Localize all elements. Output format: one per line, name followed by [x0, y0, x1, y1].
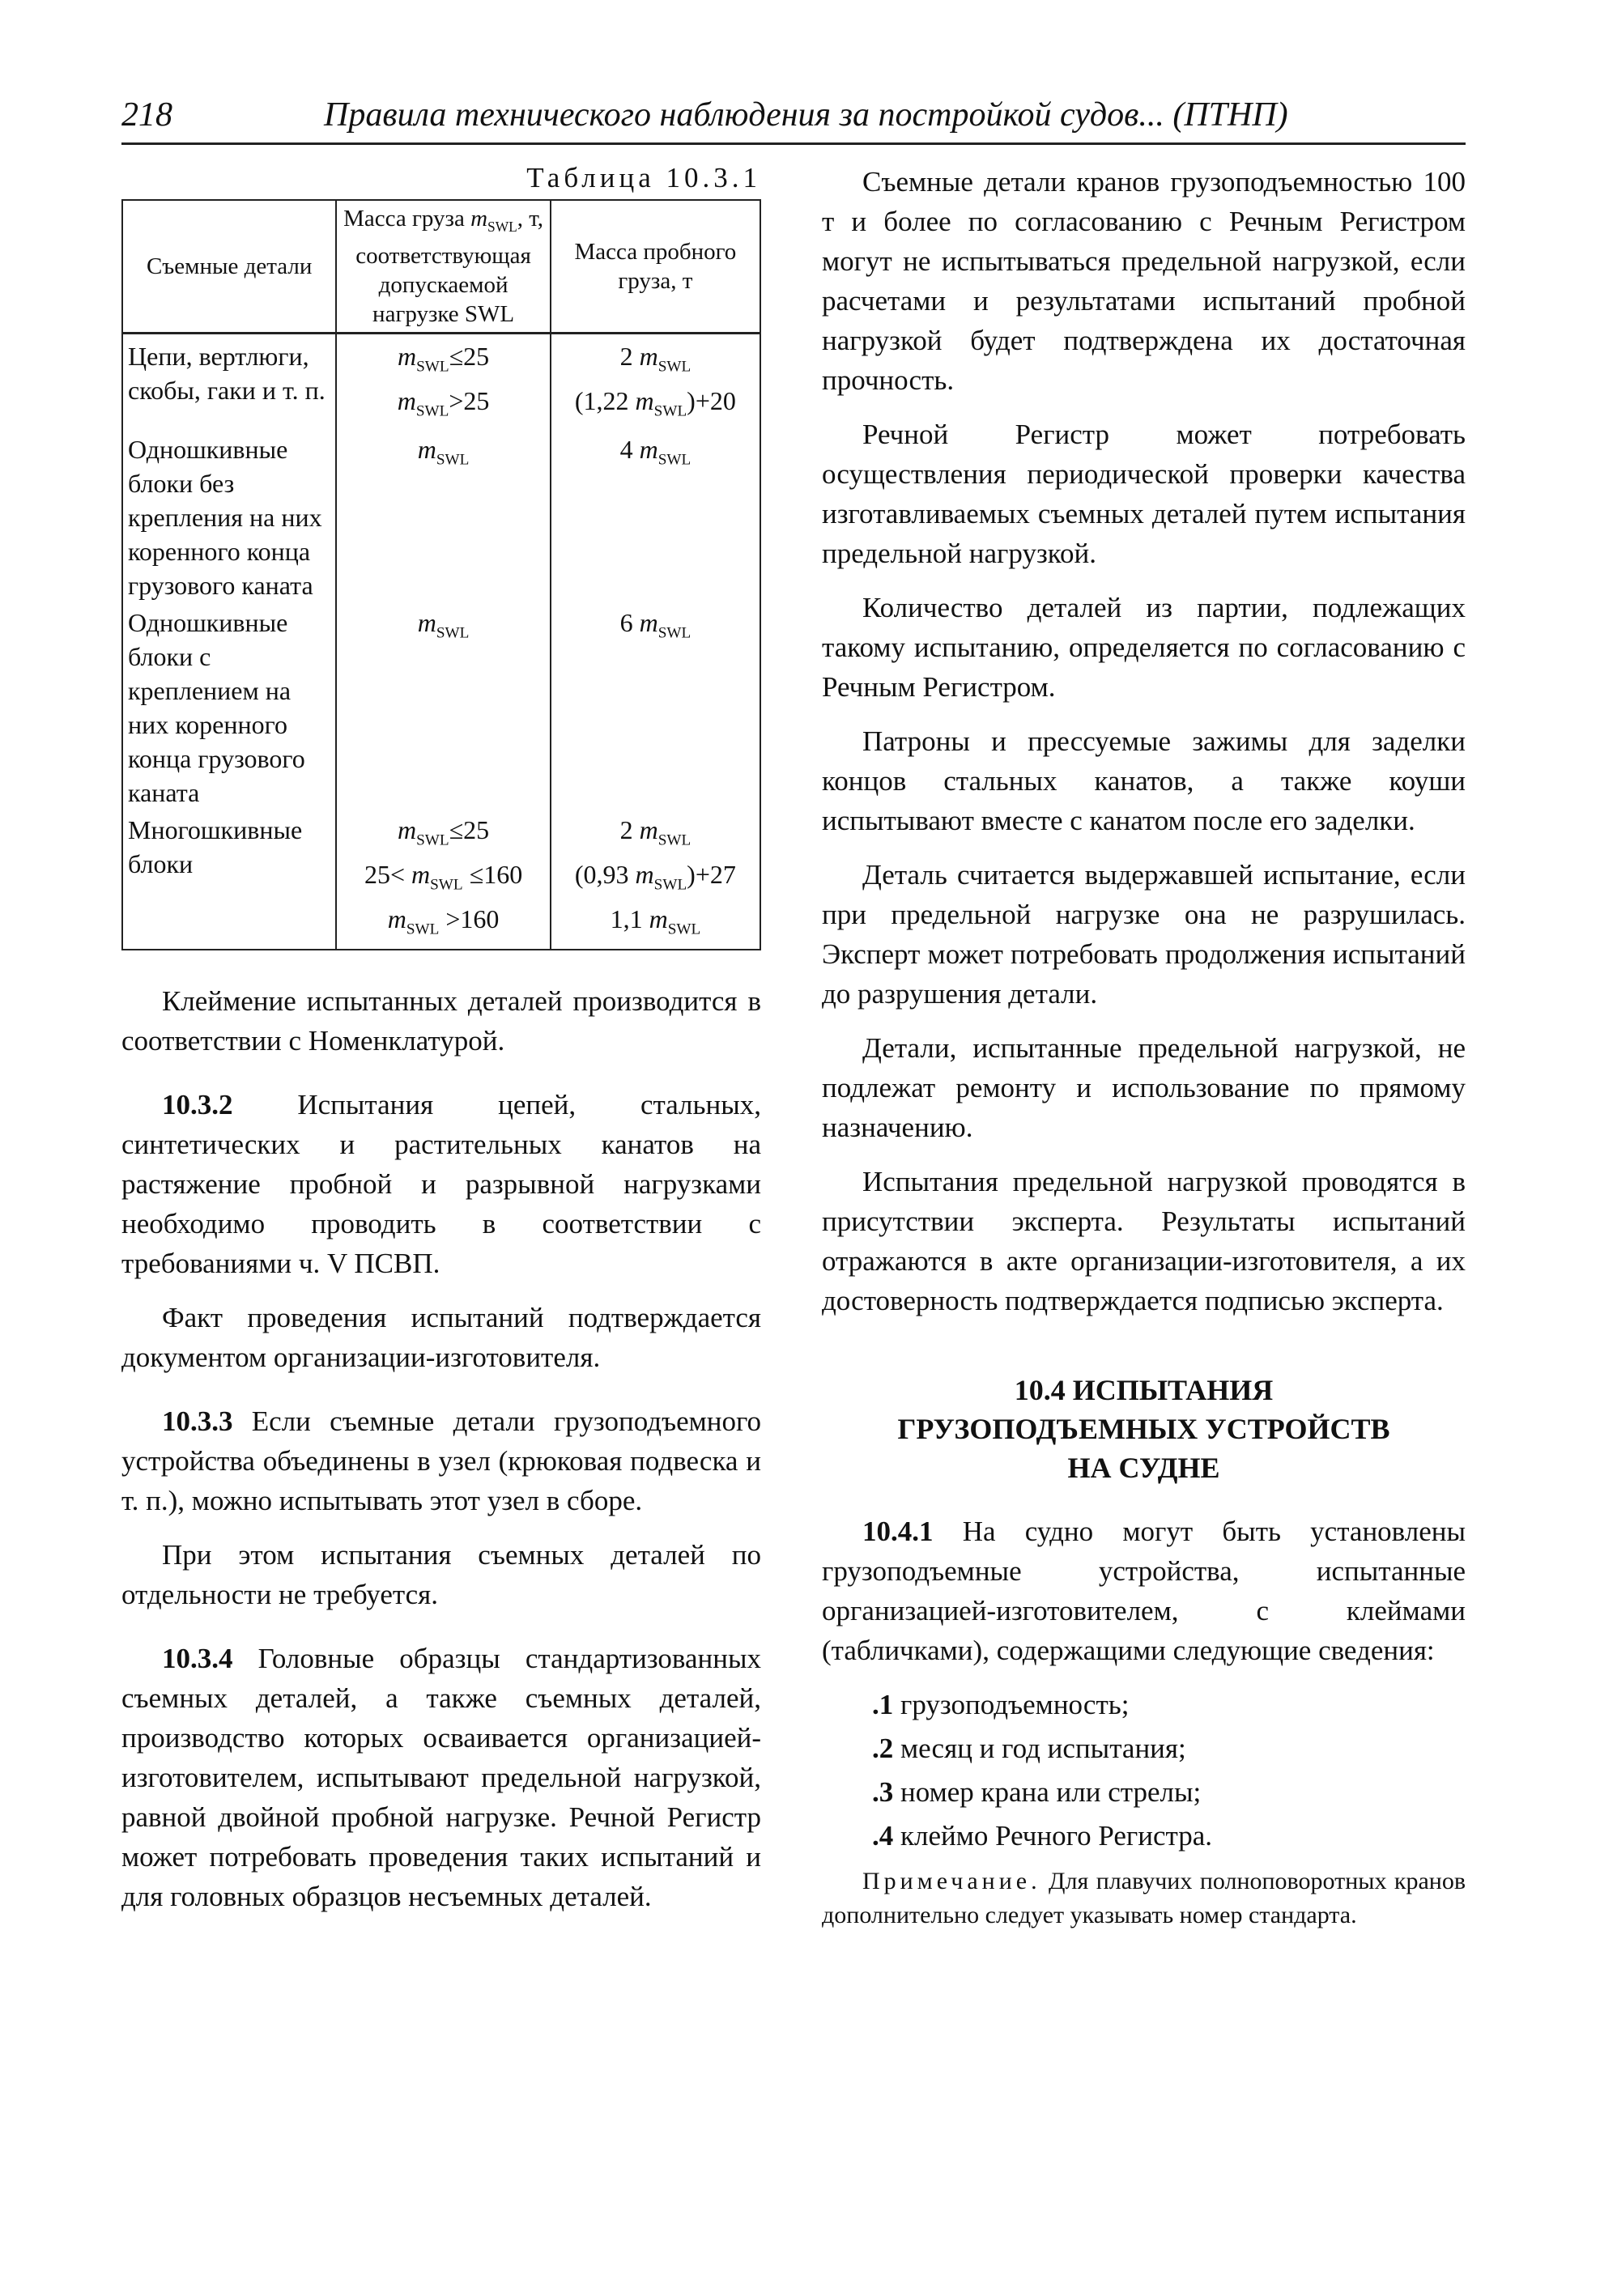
table-cell-part: Цепи, вертлюги, скобы, гаки и т. п.: [122, 333, 336, 430]
table-value: (0,93 $m_{SWL})+27$: [574, 859, 736, 894]
list-number: .2: [872, 1733, 894, 1764]
running-title: Правила технического наблюдения за постройкой судов... (ПТНП): [324, 96, 1288, 134]
table-value: 2 $m_{SWL}$: [619, 814, 691, 848]
table-header-parts: Съемные детали: [122, 200, 336, 333]
clause-number: 10.3.4: [162, 1642, 233, 1674]
table-cell-test-mass: [551, 811, 760, 950]
note-label: Примечание.: [862, 1868, 1041, 1894]
table-cell-swl-mass: [336, 333, 550, 430]
list-text: номер крана или стрелы;: [893, 1776, 1202, 1808]
table-cell-part: Одношкивные блоки с креплением на них коренного конца грузового каната: [122, 604, 336, 811]
paragraph: Клеймение испытанных деталей производится в соответствии с Номенклатурой.: [121, 984, 761, 1057]
list-item: [822, 1816, 1466, 1856]
table-value: $m_{SWL} >160$: [387, 904, 500, 938]
table-value: 6 $m_{SWL}$: [619, 607, 691, 641]
table-value: $m_{SWL}>25$: [397, 386, 490, 420]
paragraph: Съемные детали кранов грузоподъемностью 100 т и более по согласованию с Речным Регистром могут не испытываться предельной нагрузкой, если расчетами и результатами испытаний пробной нагрузкой будет подтверждена их достаточная прочность.: [822, 166, 1466, 396]
table-cell-test-mass: [551, 431, 760, 604]
table-value: $m_{SWL}\le 25$: [397, 814, 490, 848]
table-caption: Таблица 10.3.1: [526, 162, 761, 193]
table-cell-test-mass: [551, 604, 760, 811]
table-header-test-mass: Масса пробного груза, т: [551, 200, 760, 333]
paragraph: При этом испытания съемных деталей по отдельности не требуется.: [121, 1538, 761, 1610]
list-item: [822, 1728, 1466, 1769]
section-heading-line: 10.4 ИСПЫТАНИЯ: [1014, 1374, 1274, 1406]
paragraph-text: Если съемные детали грузоподъемного устройства объединены в узел (крюковая подвеска и т. п.), можно испытывать этот узел в сборе.: [121, 1405, 761, 1516]
table-cell-swl-mass: [336, 811, 550, 950]
right-column: [822, 162, 1466, 1932]
paragraph: Речной Регистр может потребовать осуществления периодической проверки качества изготавливаемых съемных деталей путем испытания предельной нагрузкой.: [822, 419, 1466, 569]
page-number: 218: [121, 96, 172, 134]
section-heading-line: ГРУЗОПОДЪЕМНЫХ УСТРОЙСТВ: [897, 1413, 1390, 1445]
note-text: Для плавучих полноповоротных кранов дополнительно следует указывать номер стандарта.: [822, 1868, 1466, 1928]
table-row: [122, 431, 760, 604]
table-value: $25< m_{SWL} \le 160$: [364, 859, 523, 894]
table-cell-swl-mass: [336, 604, 550, 811]
paragraph: Испытания предельной нагрузкой проводятся в присутствии эксперта. Результаты испытаний отражаются в акте организации-изготовителя, а их достоверность подтверждается подписью эксперта.: [822, 1166, 1466, 1316]
test-load-table: [121, 199, 761, 950]
note: [822, 1864, 1466, 1932]
paragraph: Детали, испытанные предельной нагрузкой, не подлежат ремонту и использование по прямому назначению.: [822, 1032, 1466, 1143]
table-row: [122, 811, 760, 950]
paragraph: Патроны и прессуемые зажимы для заделки концов стальных канатов, а также коуши испытывают вместе с канатом после его заделки.: [822, 725, 1466, 836]
paragraph-10-3-4: [121, 1639, 761, 1916]
list-text: грузоподъемность;: [893, 1689, 1130, 1720]
paragraph: Количество деталей из партии, подлежащих такому испытанию, определяется по согласованию с Речным Регистром.: [822, 592, 1466, 703]
page-header: [121, 96, 1466, 145]
list-item: [822, 1772, 1466, 1813]
section-heading: [822, 1371, 1466, 1487]
table-header-row: [122, 200, 760, 333]
list-number: .1: [872, 1689, 894, 1720]
paragraph-text: На судно могут быть установлены грузоподъемные устройства, испытанные организацией-изготовителем, с клеймами (табличками), содержащими следующие сведения:: [822, 1516, 1466, 1666]
paragraph-text: Испытания цепей, стальных, синтетических и растительных канатов на растяжение пробной и разрывной нагрузками необходимо проводить в соответствии с требованиями ч. V ПСВП.: [121, 1088, 761, 1279]
paragraph-10-4-1: [822, 1512, 1466, 1670]
list-number: .4: [872, 1820, 894, 1852]
list-item: [822, 1685, 1466, 1725]
table-cell-part: Многошкивные блоки: [122, 811, 336, 950]
table-cell-part: Одношкивные блоки без крепления на них коренного конца грузового каната: [122, 431, 336, 604]
paragraph-text: Головные образцы стандартизованных съемных деталей, а также съемных деталей, производство которых осваивается организацией-изготовителем, испытывают предельной нагрузкой, равной двойной пробной нагрузке. Речной Регистр может потребовать проведения таких испытаний и для головных образцов несъемных деталей.: [121, 1642, 761, 1912]
table-value: 4 $m_{SWL}$: [619, 434, 691, 468]
clause-number: 10.3.2: [162, 1088, 233, 1120]
list-text: клеймо Речного Регистра.: [893, 1820, 1213, 1852]
list-text: месяц и год испытания;: [893, 1733, 1186, 1764]
paragraph-10-3-2: [121, 1085, 761, 1283]
paragraph: Факт проведения испытаний подтверждается документом организации-изготовителя.: [121, 1301, 761, 1373]
section-heading-line: НА СУДНЕ: [1067, 1452, 1220, 1484]
table-row: [122, 604, 760, 811]
paragraph: Деталь считается выдержавшей испытание, если при предельной нагрузке она не разрушилась. Эксперт может потребовать продолжения испытаний до разрушения детали.: [822, 859, 1466, 1010]
table-header-swl-mass: Масса груза $m_{SWL}$, т, соответствующая допускаемой нагрузке SWL: [336, 200, 550, 333]
table-cell-test-mass: [551, 333, 760, 430]
table-value: $m_{SWL}$: [417, 607, 470, 641]
list-number: .3: [872, 1776, 894, 1808]
clause-number: 10.3.3: [162, 1405, 233, 1437]
table-value: $m_{SWL}$: [417, 434, 470, 468]
table-value: $m_{SWL}\le 25$: [397, 341, 490, 376]
table-value: 2 $m_{SWL}$: [619, 341, 691, 376]
paragraph-10-3-3: [121, 1401, 761, 1520]
table-cell-swl-mass: [336, 431, 550, 604]
clause-number: 10.4.1: [862, 1516, 934, 1547]
table-value: (1,22 $m_{SWL})+20$: [574, 386, 736, 420]
table-value: 1,1 $m_{SWL}$: [610, 904, 701, 938]
left-column: [121, 162, 761, 1931]
table-row: [122, 333, 760, 430]
